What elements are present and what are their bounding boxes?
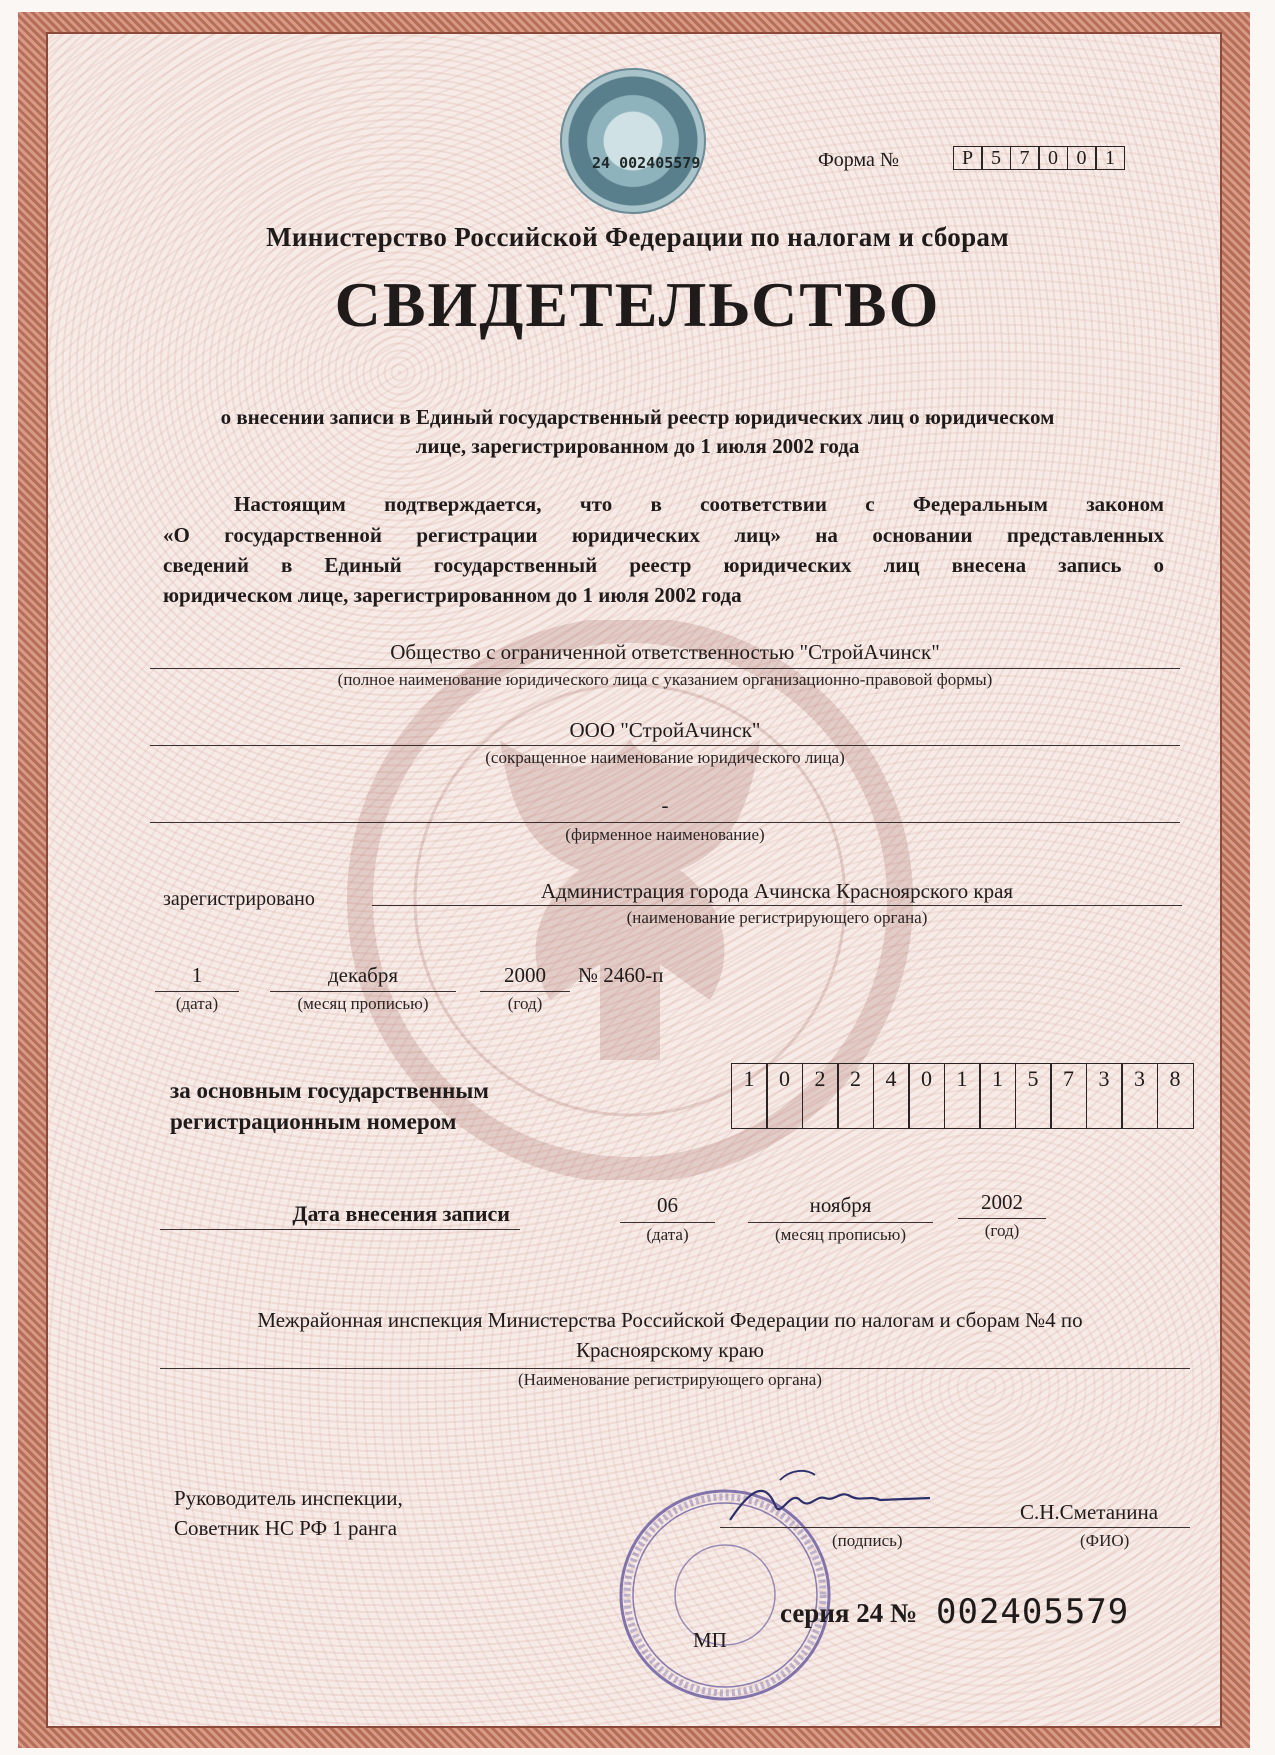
- ogrn-digit: 4: [873, 1063, 910, 1129]
- signatory-position-2: Советник НС РФ 1 ранга: [174, 1516, 398, 1540]
- signature-underline: [720, 1527, 1190, 1528]
- entry-day-caption: (дата): [646, 1225, 689, 1244]
- ogrn-label-line-2: регистрационным номером: [170, 1109, 457, 1134]
- entry-day-value: 06: [657, 1193, 678, 1217]
- ogrn-label-line-1: за основным государственным: [170, 1078, 489, 1103]
- registered-caption: (наименование регистрирующего органа): [626, 908, 928, 927]
- ogrn-digit: 7: [1050, 1063, 1087, 1129]
- ogrn-digit-boxes: [732, 1063, 1194, 1129]
- entry-month-caption: (месяц прописью): [774, 1225, 907, 1244]
- short-name-underline: [150, 745, 1180, 746]
- full-name-caption: (полное наименование юридического лица с указанием организационно-правовой формы): [337, 670, 993, 689]
- reg-year-underline: [480, 991, 570, 992]
- entry-year-caption: (год): [984, 1221, 1020, 1240]
- brand-name-value: -: [661, 793, 669, 817]
- short-name-value: ООО "СтройАчинск": [569, 718, 761, 742]
- hologram-seal: [560, 68, 706, 214]
- intro-line-1: Настоящим подтверждается, что в соответствии с Федеральным законом: [234, 492, 1164, 516]
- series-label: серия 24 №: [780, 1598, 918, 1628]
- ministry-name: Министерство Российской Федерации по налогам и сборам: [266, 222, 1009, 252]
- handwritten-signature: [720, 1460, 980, 1540]
- entry-label-underline: [160, 1229, 520, 1230]
- form-code-digit: Р: [953, 146, 983, 170]
- reg-day-caption: (дата): [175, 994, 219, 1013]
- registered-authority-value: Администрация города Ачинска Красноярского края: [540, 879, 1014, 903]
- ogrn-digit: 1: [944, 1063, 981, 1129]
- intro-line-4: юридическом лице, зарегистрированном до 1 июля 2002 года: [163, 583, 742, 607]
- brand-name-underline: [150, 822, 1180, 823]
- ogrn-digit: 2: [837, 1063, 874, 1129]
- certificate-title: СВИДЕТЕЛЬСТВО: [334, 269, 941, 340]
- subtitle-line-2: лице, зарегистрированном до 1 июля 2002 года: [415, 434, 860, 458]
- reg-day-underline: [155, 991, 239, 992]
- signatory-name: С.Н.Сметанина: [1020, 1500, 1159, 1524]
- form-code-digit: 7: [1010, 146, 1040, 170]
- ogrn-digit: 1: [979, 1063, 1016, 1129]
- short-name-caption: (сокращенное наименование юридического лица): [485, 748, 845, 767]
- full-name-value: Общество с ограниченной ответственностью "СтройАчинск": [390, 640, 940, 664]
- intro-line-3: сведений в Единый государственный реестр юридических лиц внесена запись о: [163, 553, 1164, 577]
- ogrn-digit: 8: [1157, 1063, 1194, 1129]
- form-code-digit: 0: [1067, 146, 1097, 170]
- registered-label: зарегистрировано: [163, 888, 315, 910]
- reg-month-caption: (месяц прописью): [297, 994, 429, 1013]
- ogrn-digit: 1: [731, 1063, 768, 1129]
- full-name-underline: [150, 668, 1180, 669]
- reg-year-value: 2000: [504, 963, 546, 987]
- entry-day-underline: [620, 1222, 715, 1223]
- form-code-digit: 5: [981, 146, 1011, 170]
- form-code-digit: 0: [1038, 146, 1068, 170]
- form-code-digit: 1: [1095, 146, 1125, 170]
- entry-year-underline: [958, 1218, 1046, 1219]
- entry-date-label: Дата внесения записи: [292, 1201, 510, 1226]
- entry-month-underline: [748, 1222, 933, 1223]
- reg-day-value: 1: [191, 963, 203, 987]
- ogrn-digit: 5: [1015, 1063, 1052, 1129]
- reg-month-underline: [270, 991, 456, 992]
- ogrn-digit: 2: [802, 1063, 839, 1129]
- ogrn-digit: 0: [766, 1063, 803, 1129]
- signatory-position-1: Руководитель инспекции,: [174, 1486, 403, 1510]
- reg-month-value: декабря: [327, 963, 399, 987]
- signature-caption: (подпись): [832, 1531, 903, 1550]
- signatory-name-caption: (ФИО): [1080, 1531, 1130, 1550]
- reg-year-caption: (год): [507, 994, 543, 1013]
- authority-line-1: Межрайонная инспекция Министерства Российской Федерации по налогам и сборам №4 по: [257, 1308, 1083, 1332]
- reg-number: № 2460-п: [578, 963, 664, 987]
- ogrn-digit: 3: [1086, 1063, 1123, 1129]
- authority-underline: [160, 1368, 1190, 1369]
- intro-line-2: «О государственной регистрации юридических лиц» на основании представленных: [163, 523, 1164, 547]
- mp-mark: МП: [693, 1628, 727, 1652]
- hologram-number: 24 002405579: [592, 154, 701, 172]
- authority-caption: (Наименование регистрирующего органа): [518, 1370, 822, 1389]
- form-label: Форма №: [818, 149, 899, 171]
- entry-year-value: 2002: [981, 1190, 1023, 1214]
- brand-name-caption: (фирменное наименование): [565, 825, 765, 844]
- ogrn-digit: 3: [1121, 1063, 1158, 1129]
- ogrn-digit: 0: [908, 1063, 945, 1129]
- serial-number: 002405579: [936, 1592, 1130, 1632]
- subtitle-line-1: о внесении записи в Единый государственный реестр юридических лиц о юридическом: [220, 405, 1055, 429]
- registered-underline: [372, 905, 1182, 906]
- entry-month-value: ноября: [809, 1193, 872, 1217]
- form-code-boxes: [954, 146, 1125, 170]
- authority-line-2: Красноярскому краю: [576, 1338, 764, 1362]
